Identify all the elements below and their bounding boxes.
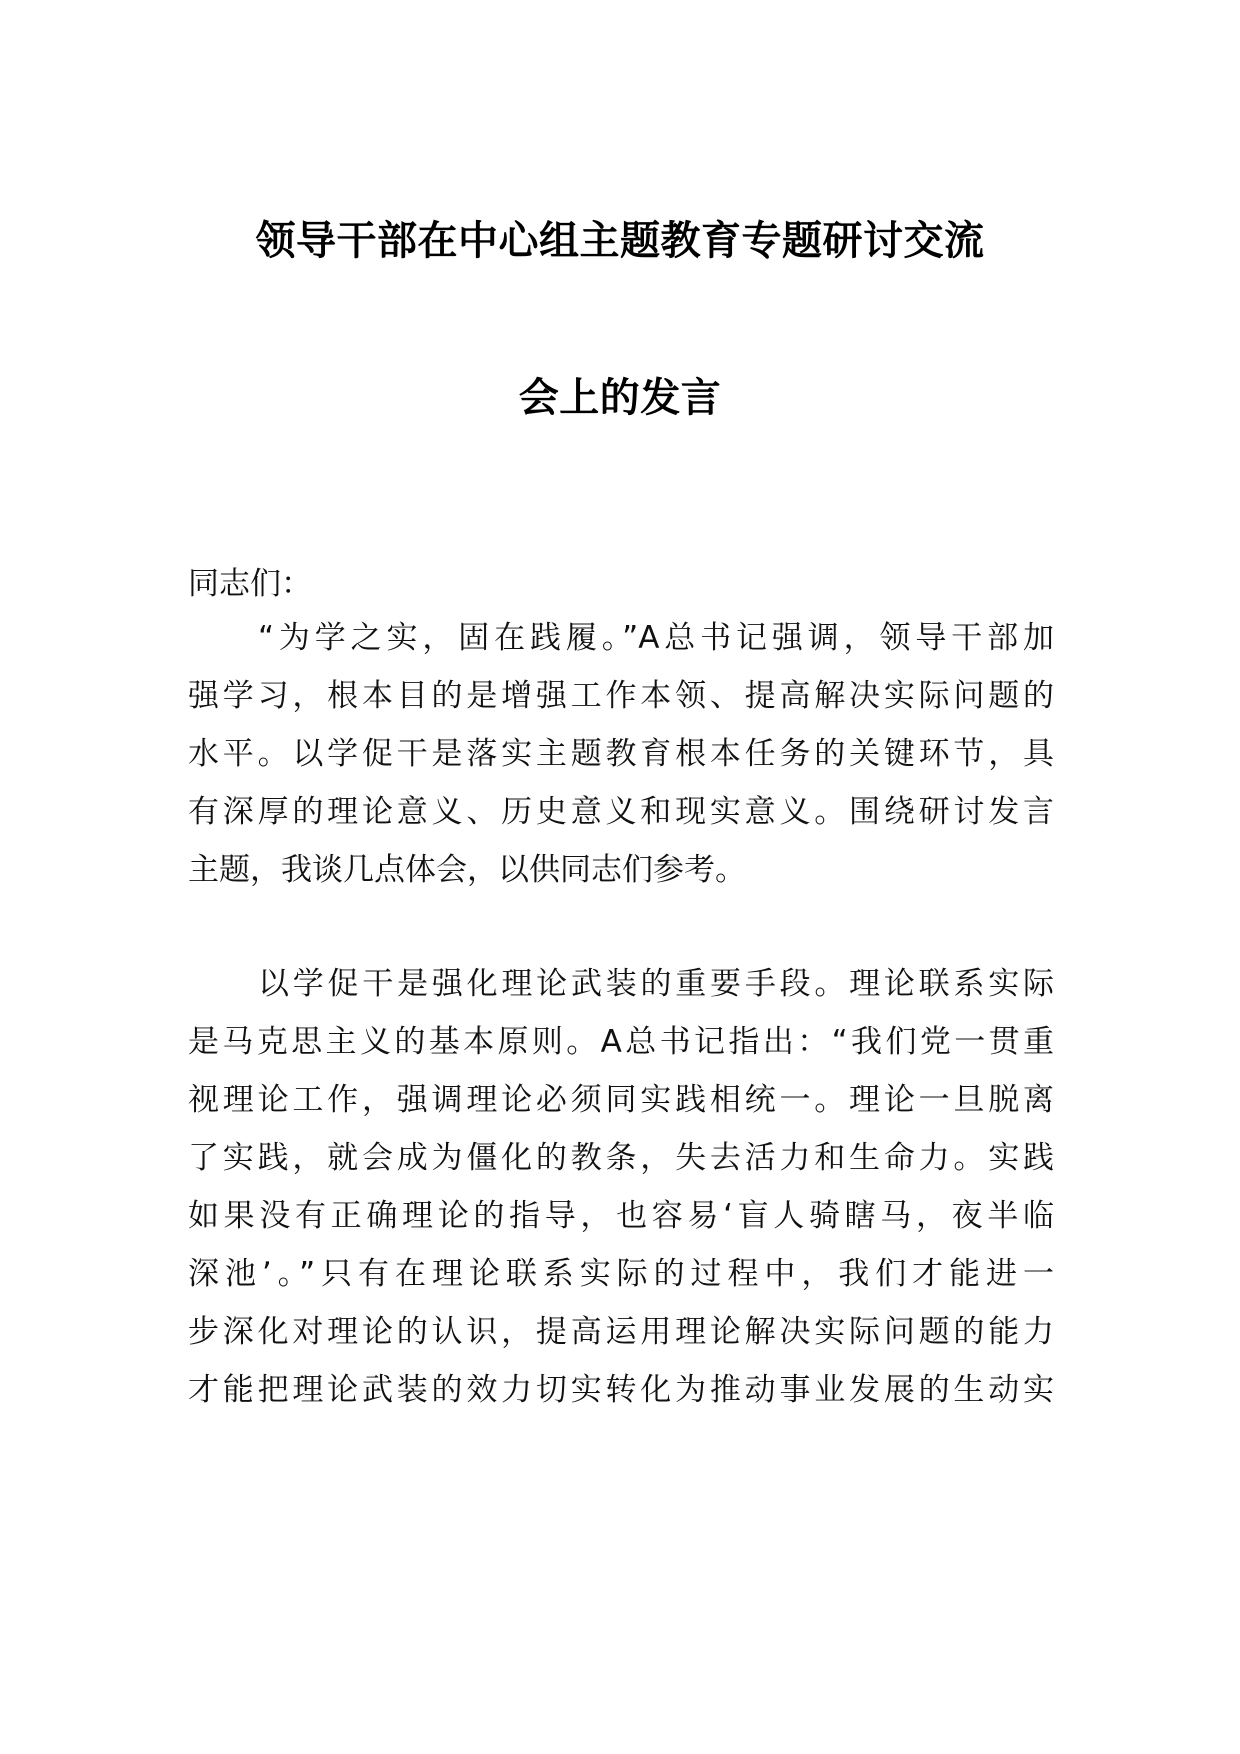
paragraph-2-line-6: 深池’。”只有在理论联系实际的过程中，我们才能进一	[188, 1256, 1054, 1292]
paragraph-1-line-4: 有深厚的理论意义、历史意义和现实意义。围绕研讨发言	[188, 794, 1054, 830]
paragraph-1-line-3: 水平。以学促干是落实主题教育根本任务的关键环节，具	[188, 736, 1054, 772]
salutation: 同志们：	[188, 566, 312, 602]
paragraph-2-line-4: 了实践，就会成为僵化的教条，失去活力和生命力。实践	[188, 1140, 1054, 1176]
paragraph-2-line-8: 才能把理论武装的效力切实转化为推动事业发展的生动实	[188, 1372, 1054, 1408]
paragraph-1-line-5: 主题，我谈几点体会，以供同志们参考。	[188, 852, 746, 888]
paragraph-2-line-5: 如果没有正确理论的指导，也容易‘盲人骑瞎马，夜半临	[188, 1198, 1054, 1234]
paragraph-1-line-1: “为学之实，固在践履。”A总书记强调，领导干部加	[258, 620, 1054, 656]
paragraph-2-line-7: 步深化对理论的认识，提高运用理论解决实际问题的能力	[188, 1314, 1054, 1350]
paragraph-2-line-2: 是马克思主义的基本原则。A总书记指出：“我们党一贯重	[188, 1024, 1054, 1060]
paragraph-2-line-3: 视理论工作，强调理论必须同实践相统一。理论一旦脱离	[188, 1082, 1054, 1118]
paragraph-1-line-2: 强学习，根本目的是增强工作本领、提高解决实际问题的	[188, 678, 1054, 714]
paragraph-2-line-1: 以学促干是强化理论武装的重要手段。理论联系实际	[258, 966, 1054, 1002]
document-title-line-1: 领导干部在中心组主题教育专题研讨交流	[255, 218, 985, 264]
document-title-line-2: 会上的发言	[518, 375, 722, 421]
